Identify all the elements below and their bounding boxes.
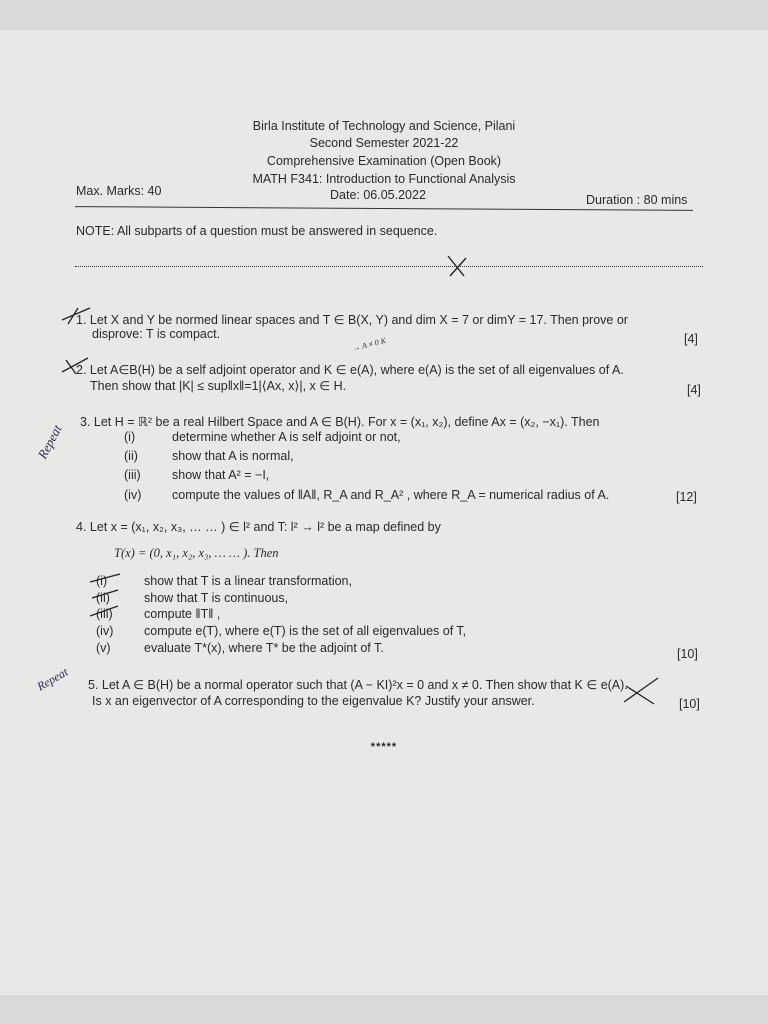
question-2-line-2: Then show that |K| ≤ sup‖x‖=1|⟨Ax, x⟩|, x ∈ H. bbox=[90, 379, 347, 393]
question-3-item-3: show that A² = −I, bbox=[172, 468, 270, 482]
question-1-marks: [4] bbox=[684, 332, 698, 346]
end-marker: ***** bbox=[370, 741, 398, 753]
question-2-line-1: 2. Let A∈B(H) be a self adjoint operator and K ∈ e(A), where e(A) is the set of all eigenvalues of A. bbox=[76, 363, 624, 377]
question-5-line-1: 5. Let A ∈ B(H) be a normal operator such that (A − KI)²x = 0 and x ≠ 0. Then show that K ∈ e(A). bbox=[88, 678, 628, 692]
course-title: MATH F341: Introduction to Functional Analysis bbox=[252, 172, 516, 186]
max-marks: Max. Marks: 40 bbox=[76, 184, 162, 198]
handwritten-repeat-q5: Repeat bbox=[34, 664, 71, 694]
duration: Duration : 80 mins bbox=[586, 193, 688, 207]
handwritten-repeat-q3: Repeat bbox=[34, 422, 65, 462]
question-4-item-4: compute e(T), where e(T) is the set of all eigenvalues of T, bbox=[144, 624, 467, 638]
question-3-item-1-num: (i) bbox=[124, 430, 136, 444]
question-5-marks: [10] bbox=[679, 697, 700, 711]
strike-marks-icon bbox=[88, 572, 124, 624]
tick-mark-icon bbox=[60, 304, 94, 326]
strike-marks-icon bbox=[620, 672, 664, 708]
question-3-item-2: show that A is normal, bbox=[172, 449, 294, 463]
semester: Second Semester 2021-22 bbox=[309, 136, 459, 150]
question-4-line-2: T(x) = (0, x₁, x₂, x₃, … … ). Then bbox=[114, 546, 279, 560]
question-3-item-3-num: (iii) bbox=[124, 468, 141, 482]
institute-name: Birla Institute of Technology and Science, Pilani bbox=[252, 119, 516, 133]
question-4-marks: [10] bbox=[677, 647, 698, 661]
question-4-item-4-num: (iv) bbox=[96, 624, 114, 638]
question-4-item-1-num: (i) bbox=[96, 574, 108, 588]
dotted-separator bbox=[75, 266, 703, 267]
question-2-marks: [4] bbox=[687, 383, 701, 397]
note: NOTE: All subparts of a question must be answered in sequence. bbox=[76, 224, 438, 238]
question-1-line-2: disprove: T is compact. bbox=[92, 327, 221, 341]
tick-mark-icon bbox=[60, 354, 94, 376]
question-1-line-1: 1. Let X and Y be normed linear spaces and T ∈ B(X, Y) and dim X = 7 or dimY = 17. Then prove or bbox=[76, 313, 628, 327]
question-4-item-2: show that T is continuous, bbox=[144, 591, 289, 605]
x-mark-icon bbox=[444, 252, 470, 280]
question-3-marks: [12] bbox=[676, 490, 697, 504]
handwritten-note-q2: → A ≠ 0 K bbox=[351, 335, 387, 354]
question-4-item-3: compute ‖T‖ , bbox=[144, 607, 221, 621]
exam-type: Comprehensive Examination (Open Book) bbox=[266, 154, 502, 168]
question-4-item-5: evaluate T*(x), where T* be the adjoint of T. bbox=[144, 641, 384, 655]
question-4-item-3-num: (iii) bbox=[96, 607, 113, 621]
question-3-item-4: compute the values of ‖A‖, R_A and R_A² , where R_A = numerical radius of A. bbox=[172, 488, 610, 502]
question-4-item-1: show that T is a linear transformation, bbox=[144, 574, 352, 588]
question-4-item-5-num: (v) bbox=[96, 641, 111, 655]
exam-date: Date: 06.05.2022 bbox=[330, 188, 426, 202]
question-3-item-4-num: (iv) bbox=[124, 488, 142, 502]
question-3-item-2-num: (ii) bbox=[124, 449, 138, 463]
question-3-item-1: determine whether A is self adjoint or not, bbox=[172, 430, 401, 444]
question-5-line-2: Is x an eigenvector of A corresponding to the eigenvalue K? Justify your answer. bbox=[92, 694, 535, 708]
question-3-line-1: 3. Let H = ℝ² be a real Hilbert Space and A ∈ B(H). For x = (x₁, x₂), define Ax = (x₂, −x₁). Then bbox=[80, 415, 600, 429]
question-4-line-1: 4. Let x = (x₁, x₂, x₃, … … ) ∈ l² and T: l² → l² be a map defined by bbox=[76, 520, 441, 534]
question-4-item-2-num: (ii) bbox=[96, 591, 110, 605]
